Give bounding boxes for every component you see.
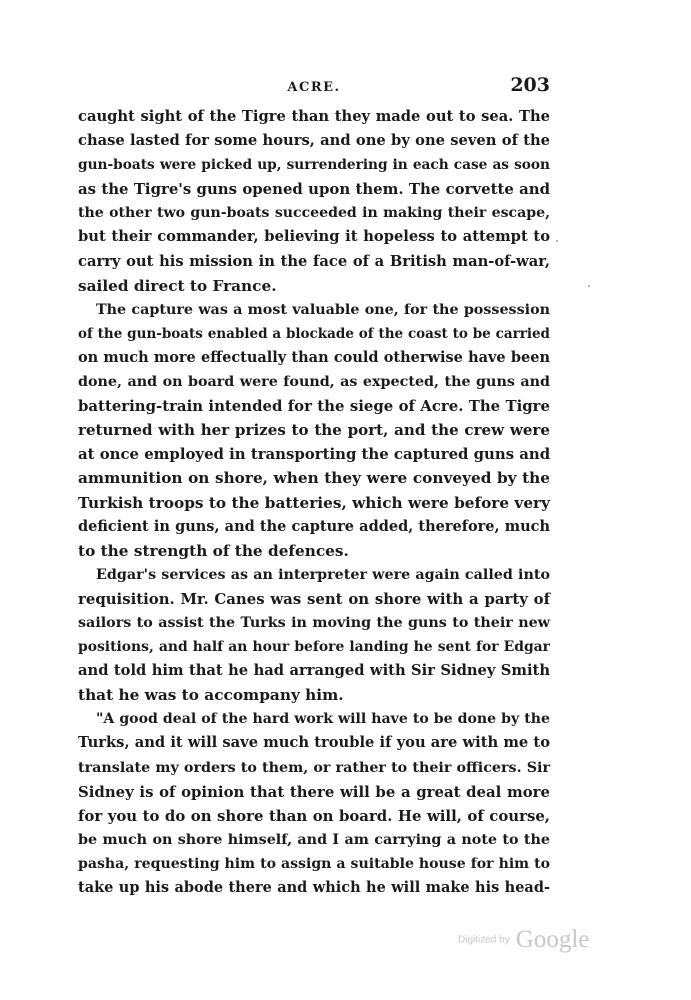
text-line: caught sight of the Tigre than they made out to sea. The: [78, 108, 550, 125]
text-line: as the Tigre's guns opened upon them. The corvette and: [78, 180, 550, 199]
text-line: gun-boats were picked up, surrendering in each case as soon: [78, 157, 550, 174]
text-line: translate my orders to them, or rather to their officers. Sir: [78, 759, 550, 776]
text-line: positions, and half an hour before landing he sent for Edgar: [78, 639, 550, 656]
running-title: ACRE.: [287, 80, 341, 95]
text-line: at once employed in transporting the captured guns and: [78, 445, 551, 464]
text-line: returned with her prizes to the port, and the crew were: [78, 421, 550, 440]
text-line: requisition. Mr. Canes was sent on shore with a party of: [78, 589, 550, 608]
watermark-prefix: Digitized by: [458, 934, 510, 946]
text-line: the other two gun-boats succeeded in making their escape,: [78, 205, 550, 222]
digitized-watermark: [458, 926, 589, 954]
text-line: Turkish troops to the batteries, which were before very: [78, 493, 550, 512]
text-line: Edgar's services as an interpreter were again called into: [96, 566, 550, 583]
text-line: on much more effectually than could otherwise have been: [78, 348, 550, 366]
text-line: pasha, requesting him to assign a suitable house for him to: [78, 855, 550, 872]
text-line: ammunition on shore, when they were conveyed by the: [78, 469, 550, 488]
text-line: sailors to assist the Turks in moving the guns to their new: [78, 614, 550, 631]
text-line: chase lasted for some hours, and one by one seven of the: [78, 132, 550, 150]
text-line: "A good deal of the hard work will have to be done by the: [96, 711, 550, 728]
running-head: [78, 74, 550, 98]
text-line: to the strength of the defences.: [78, 541, 349, 560]
text-line: done, and on board were found, as expected, the guns and: [78, 374, 550, 391]
scan-speck: [588, 285, 590, 287]
text-line: of the gun-boats enabled a blockade of the coast to be carried: [78, 325, 550, 342]
text-line: but their commander, believing it hopeless to attempt to: [78, 228, 550, 246]
text-line: take up his abode there and which he will make his head-: [78, 879, 550, 896]
page-number: 203: [510, 74, 550, 96]
text-line: and told him that he had arranged with Sir Sidney Smith: [78, 662, 550, 680]
text-line: that he was to accompany him.: [78, 686, 344, 705]
text-line: Sidney is of opinion that there will be a great deal more: [78, 782, 550, 801]
text-line: battering-train intended for the siege of Acre. The Tigre: [78, 397, 550, 416]
body-text: [78, 105, 550, 900]
text-line: be much on shore himself, and I am carrying a note to the: [78, 831, 550, 848]
text-line: The capture was a most valuable one, for the possession: [96, 301, 550, 318]
text-line: for you to do on shore than on board. He will, of course,: [78, 806, 550, 825]
text-line: Turks, and it will save much trouble if you are with me to: [78, 734, 550, 752]
text-line: deficient in guns, and the capture added, therefore, much: [78, 517, 550, 535]
text-line: sailed direct to France.: [78, 276, 277, 295]
watermark-brand: Google: [515, 926, 590, 953]
text-line: carry out his mission in the face of a British man-of-war,: [78, 252, 550, 270]
scan-speck: [556, 240, 558, 242]
